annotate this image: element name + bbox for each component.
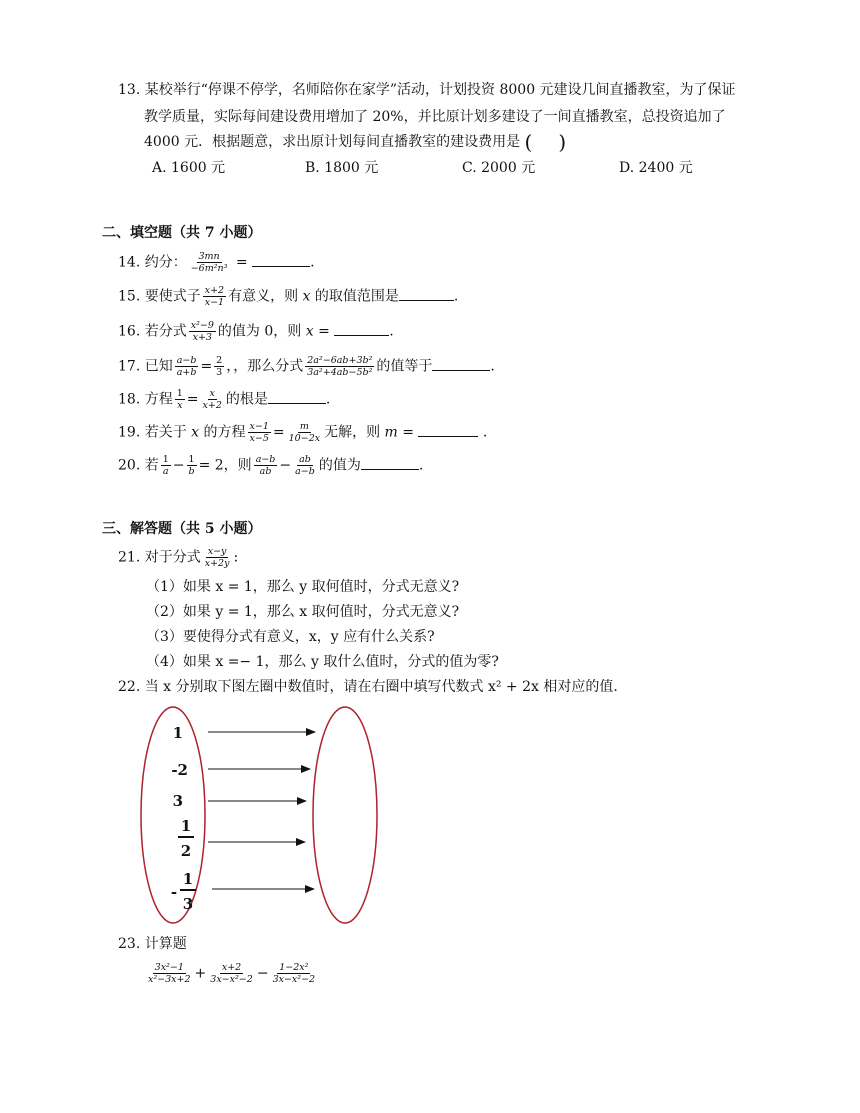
q14 xyxy=(118,251,315,274)
q17-equals: = xyxy=(200,358,213,375)
q18 xyxy=(118,388,330,411)
q14-equals: = xyxy=(235,254,248,271)
q19-var2: m xyxy=(384,424,398,441)
left-value-5-denominator: 3 xyxy=(182,895,194,913)
q15-fraction xyxy=(203,285,226,308)
q14-label: 14. 约分： xyxy=(118,254,187,271)
q20-denominator-4: a−b xyxy=(295,466,315,477)
q17-numerator-3: 2a²−6ab+3b² xyxy=(307,355,373,366)
q21-item-1: （1）如果 x = 1，那么 y 取何值时，分式无意义? xyxy=(146,579,460,595)
q19-numerator-1: x−1 xyxy=(249,421,269,432)
q14-end: . xyxy=(310,254,315,271)
q18-denominator-1: x xyxy=(177,400,183,411)
q21-item-3: （3）要使得分式有意义，x，y 应有什么关系? xyxy=(146,629,435,645)
q21-item-2: （2）如果 y = 1，那么 x 取何值时，分式无意义? xyxy=(146,604,460,620)
q15-text2: 的取值范围是 xyxy=(314,288,399,305)
q13-line3 xyxy=(144,132,566,152)
q19-fraction-2 xyxy=(287,421,322,444)
q21-numerator: x−y xyxy=(207,546,227,557)
q20-tail: 的值为 xyxy=(318,457,361,474)
q17-fraction-3 xyxy=(305,355,374,378)
q19-label: 19. 若关于 xyxy=(118,424,187,441)
q19-equals: = xyxy=(272,424,285,441)
q17-denominator-3: 3a²+4ab−5b² xyxy=(307,367,373,378)
q18-tail: 的根是 xyxy=(225,391,268,408)
q20-numerator-4: ab xyxy=(299,454,311,465)
q20-numerator-1: 1 xyxy=(162,454,169,465)
q18-denominator-2: x+2 xyxy=(202,400,222,411)
mapping-diagram xyxy=(140,703,390,925)
q23-numerator-2: x+2 xyxy=(221,962,242,973)
q16-text: 的值为 0，则 xyxy=(217,323,302,340)
q13-line2: 教学质量，实际每间建设费用增加了 20%，并比原计划多建设了一间直播教室，总投资追加了 xyxy=(144,109,726,125)
q17-text: ，，那么分式 xyxy=(226,358,304,375)
q18-label: 18. 方程 xyxy=(118,391,173,408)
q20 xyxy=(118,454,423,477)
q20-fraction-1 xyxy=(161,454,171,477)
q18-fraction-2 xyxy=(201,388,224,411)
answer-paren-close: ) xyxy=(558,130,567,154)
section-3-title: 三、解答题（共 5 小题） xyxy=(102,521,262,537)
q20-numerator-2: 1 xyxy=(188,454,195,465)
q19-tail: 无解，则 xyxy=(324,424,381,441)
q18-end: . xyxy=(325,391,331,408)
q20-denominator-3: ab xyxy=(259,466,272,477)
q13-option-d: D. 2400 元 xyxy=(619,160,693,176)
q21-label: 21. 对于分式 xyxy=(118,549,201,566)
q23-fraction-1 xyxy=(146,962,193,985)
q20-fraction-4 xyxy=(293,454,317,477)
q18-fraction-1 xyxy=(175,388,185,411)
q17 xyxy=(118,355,495,378)
q13-option-a: A. 1600 元 xyxy=(152,160,226,176)
q14-denominator: −6m²n³ xyxy=(190,263,228,274)
q23-minus: − xyxy=(256,965,269,982)
q20-equals: = 2，则 xyxy=(198,457,252,474)
q20-minus-2: − xyxy=(279,457,292,474)
q23-numerator-1: 3x²−1 xyxy=(154,962,184,973)
q23-denominator-3: 3x−x²−2 xyxy=(272,974,316,985)
q19-numerator-2: m xyxy=(299,421,309,432)
q16-label: 16. 若分式 xyxy=(118,323,187,340)
q23-fraction-2 xyxy=(208,962,255,985)
q20-fraction-2 xyxy=(187,454,197,477)
q17-denominator-2: 3 xyxy=(216,367,223,378)
q14-blank[interactable] xyxy=(252,252,310,267)
q18-blank[interactable] xyxy=(268,389,326,404)
q23-plus: + xyxy=(194,965,207,982)
left-value-3: 3 xyxy=(172,792,183,810)
q20-denominator-2: b xyxy=(188,466,195,477)
q23-denominator-1: x²−3x+2 xyxy=(148,974,191,985)
q18-numerator-1: 1 xyxy=(176,388,183,399)
q21 xyxy=(118,546,238,569)
q17-numerator-2: 2 xyxy=(216,355,223,366)
q17-fraction-1 xyxy=(175,355,199,378)
q13-line1: 13. 某校举行“停课不停学，名师陪你在家学”活动，计划投资 8000 元建设几间直播教室，为了保证 xyxy=(118,82,736,98)
q16-numerator: x²−9 xyxy=(190,320,214,331)
q16-fraction xyxy=(189,320,216,343)
left-value-4-numerator: 1 xyxy=(180,817,192,835)
left-value-4 xyxy=(178,817,194,860)
q13-line3-text: 4000 元．根据题意，求出原计划每间直播教室的建设费用是 xyxy=(144,134,521,150)
q16-equals: = xyxy=(318,323,330,340)
q20-minus: − xyxy=(172,457,185,474)
q20-denominator-1: a xyxy=(162,466,169,477)
q23-fraction-3 xyxy=(271,962,318,985)
q22-text: 22. 当 x 分别取下图左圈中数值时，请在右圈中填写代数式 x² + 2x 相对应的值. xyxy=(118,679,618,695)
q18-equals: = xyxy=(186,391,199,408)
q23-expression xyxy=(144,962,319,985)
q15-blank[interactable] xyxy=(399,286,454,301)
q15-numerator: x+2 xyxy=(204,285,225,296)
q20-blank[interactable] xyxy=(361,455,419,470)
q16-blank[interactable] xyxy=(334,321,389,336)
q17-fraction-2 xyxy=(214,355,224,378)
answer-paren-open: ( xyxy=(524,130,533,154)
q17-denominator-1: a+b xyxy=(176,367,197,378)
q20-label: 20. 若 xyxy=(118,457,159,474)
q16-var: x xyxy=(305,323,314,340)
section-2-title: 二、填空题（共 7 小题） xyxy=(102,225,262,241)
q23-denominator-2: 3x−x²−2 xyxy=(210,974,253,985)
q19-denominator-2: 10−2x xyxy=(288,433,321,444)
q20-end: . xyxy=(418,457,424,474)
left-value-2: -2 xyxy=(171,761,188,779)
q19-end: . xyxy=(482,424,488,441)
q14-numerator: 3mn xyxy=(198,251,220,262)
q20-fraction-3 xyxy=(254,454,278,477)
q20-numerator-3: a−b xyxy=(255,454,276,465)
q17-blank[interactable] xyxy=(432,356,490,371)
q17-numerator-1: a−b xyxy=(176,355,197,366)
q19-fraction-1 xyxy=(248,421,271,444)
left-value-5-sign: - xyxy=(170,883,178,901)
q15-text1: 有意义，则 xyxy=(228,288,299,305)
q15-var: x xyxy=(302,288,311,305)
q16 xyxy=(118,320,394,343)
q14-fraction xyxy=(189,251,230,274)
left-value-5 xyxy=(171,870,196,913)
q19-var: x xyxy=(191,424,200,441)
q23-title: 23. 计算题 xyxy=(118,936,187,952)
q15-end: . xyxy=(453,288,459,305)
q16-denominator: x+3 xyxy=(192,332,212,343)
q19-blank[interactable] xyxy=(418,422,478,437)
q23-numerator-3: 1−2x² xyxy=(279,962,309,973)
right-ellipse xyxy=(313,707,377,923)
q19 xyxy=(118,421,487,444)
q19-denominator-1: x−5 xyxy=(249,433,269,444)
q19-text: 的方程 xyxy=(203,424,246,441)
q21-denominator: x+2y xyxy=(204,558,230,569)
q21-fraction xyxy=(203,546,232,569)
q13-option-b: B. 1800 元 xyxy=(305,160,379,176)
q15 xyxy=(118,285,458,308)
q17-end: . xyxy=(490,358,495,375)
q16-end: . xyxy=(389,323,394,340)
q19-equals-2: = xyxy=(402,424,415,441)
q13-option-c: C. 2000 元 xyxy=(462,160,536,176)
left-value-4-denominator: 2 xyxy=(180,842,192,860)
q15-label: 15. 要使式子 xyxy=(118,288,201,305)
q21-item-4: （4）如果 x =− 1，那么 y 取什么值时，分式的值为零? xyxy=(146,654,499,670)
q18-numerator-2: x xyxy=(209,388,215,399)
q21-colon: : xyxy=(233,549,239,566)
q17-tail: 的值等于 xyxy=(376,358,433,375)
left-value-1: 1 xyxy=(172,724,183,742)
left-value-5-numerator: 1 xyxy=(182,870,194,888)
q17-label: 17. 已知 xyxy=(118,358,173,375)
q15-denominator: x−1 xyxy=(204,297,225,308)
